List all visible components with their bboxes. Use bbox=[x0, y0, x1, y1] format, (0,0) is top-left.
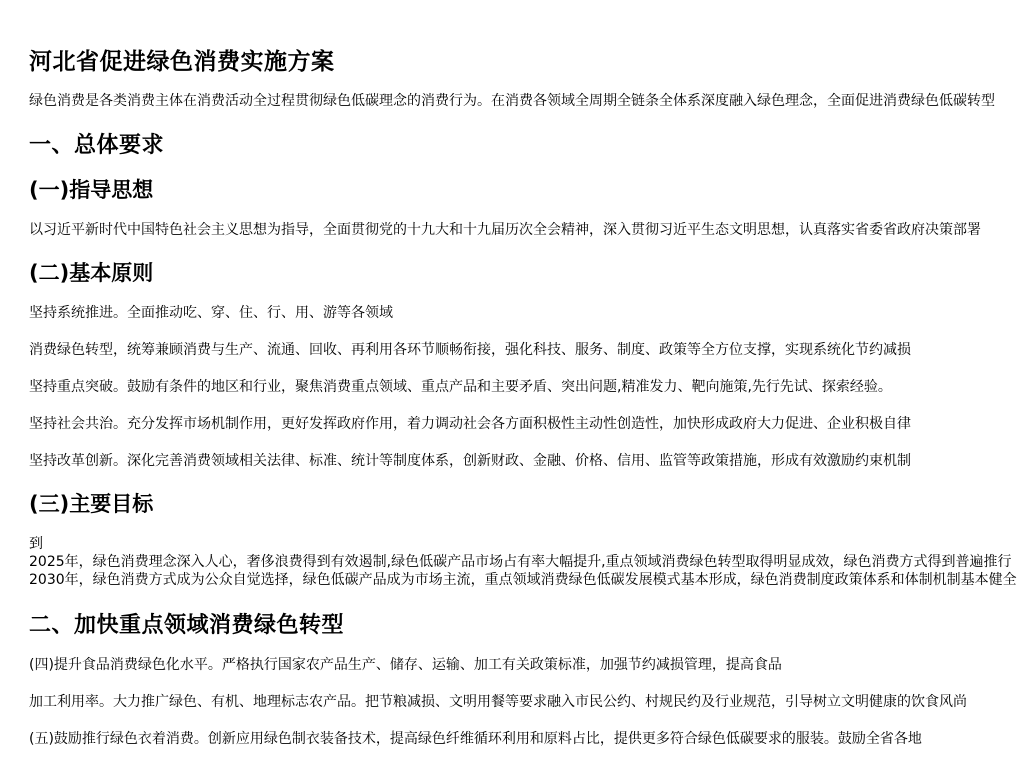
subsection-1-paragraph: 以习近平新时代中国特色社会主义思想为指导，全面贯彻党的十九大和十九届历次全会精神，深入贯彻习近平生态文明思想，认真落实省委省政府决策部署 bbox=[29, 222, 981, 238]
principle-paragraph-4: 坚持社会共治。充分发挥市场机制作用，更好发挥政府作用，着力调动社会各方面积极性主动性创造性，加快形成政府大力促进、企业积极自律 bbox=[29, 416, 911, 432]
section-2-paragraph-1: (四)提升食品消费绿色化水平。严格执行国家农产品生产、储存、运输、加工有关政策标准，加强节约减损管理，提高食品 bbox=[29, 657, 782, 673]
target-2030: 2030年，绿色消费方式成为公众自觉选择，绿色低碳产品成为市场主流，重点领域消费绿色低碳发展模式基本形成，绿色消费制度政策体系和体制机制基本健全 bbox=[29, 572, 1017, 588]
section-2-paragraph-3: (五)鼓励推行绿色衣着消费。创新应用绿色制衣装备技术，提高绿色纤维循环利用和原料占比，提供更多符合绿色低碳要求的服装。鼓励全省各地 bbox=[29, 731, 922, 747]
document-title: 河北省促进绿色消费实施方案 bbox=[29, 49, 335, 75]
section-1-heading: 一、总体要求 bbox=[29, 133, 165, 158]
principle-paragraph-2: 消费绿色转型，统筹兼顾消费与生产、流通、回收、再利用各环节顺畅衔接，强化科技、服务、制度、政策等全方位支撑，实现系统化节约减损 bbox=[29, 342, 911, 358]
intro-paragraph: 绿色消费是各类消费主体在消费活动全过程贯彻绿色低碳理念的消费行为。在消费各领域全周期全链条全体系深度融入绿色理念，全面促进消费绿色低碳转型 bbox=[29, 93, 995, 109]
subsection-1-heading: (一)指导思想 bbox=[29, 178, 154, 202]
principle-paragraph-1: 坚持系统推进。全面推动吃、穿、住、行、用、游等各领域 bbox=[29, 305, 393, 321]
section-2-heading: 二、加快重点领域消费绿色转型 bbox=[29, 613, 345, 638]
target-lead: 到 bbox=[29, 536, 43, 552]
section-2-paragraph-2: 加工利用率。大力推广绿色、有机、地理标志农产品。把节粮减损、文明用餐等要求融入市民公约、村规民约及行业规范，引导树立文明健康的饮食风尚 bbox=[29, 694, 967, 710]
target-2025: 2025年，绿色消费理念深入人心，奢侈浪费得到有效遏制,绿色低碳产品市场占有率大幅提升,重点领域消费绿色转型取得明显成效，绿色消费方式得到普遍推行 bbox=[29, 554, 1012, 570]
subsection-3-heading: (三)主要目标 bbox=[29, 492, 154, 516]
subsection-2-heading: (二)基本原则 bbox=[29, 261, 154, 285]
principle-paragraph-5: 坚持改革创新。深化完善消费领域相关法律、标准、统计等制度体系，创新财政、金融、价格、信用、监管等政策措施，形成有效激励约束机制 bbox=[29, 453, 911, 469]
principle-paragraph-3: 坚持重点突破。鼓励有条件的地区和行业，聚焦消费重点领域、重点产品和主要矛盾、突出问题,精准发力、靶向施策,先行先试、探索经验。 bbox=[29, 379, 892, 395]
